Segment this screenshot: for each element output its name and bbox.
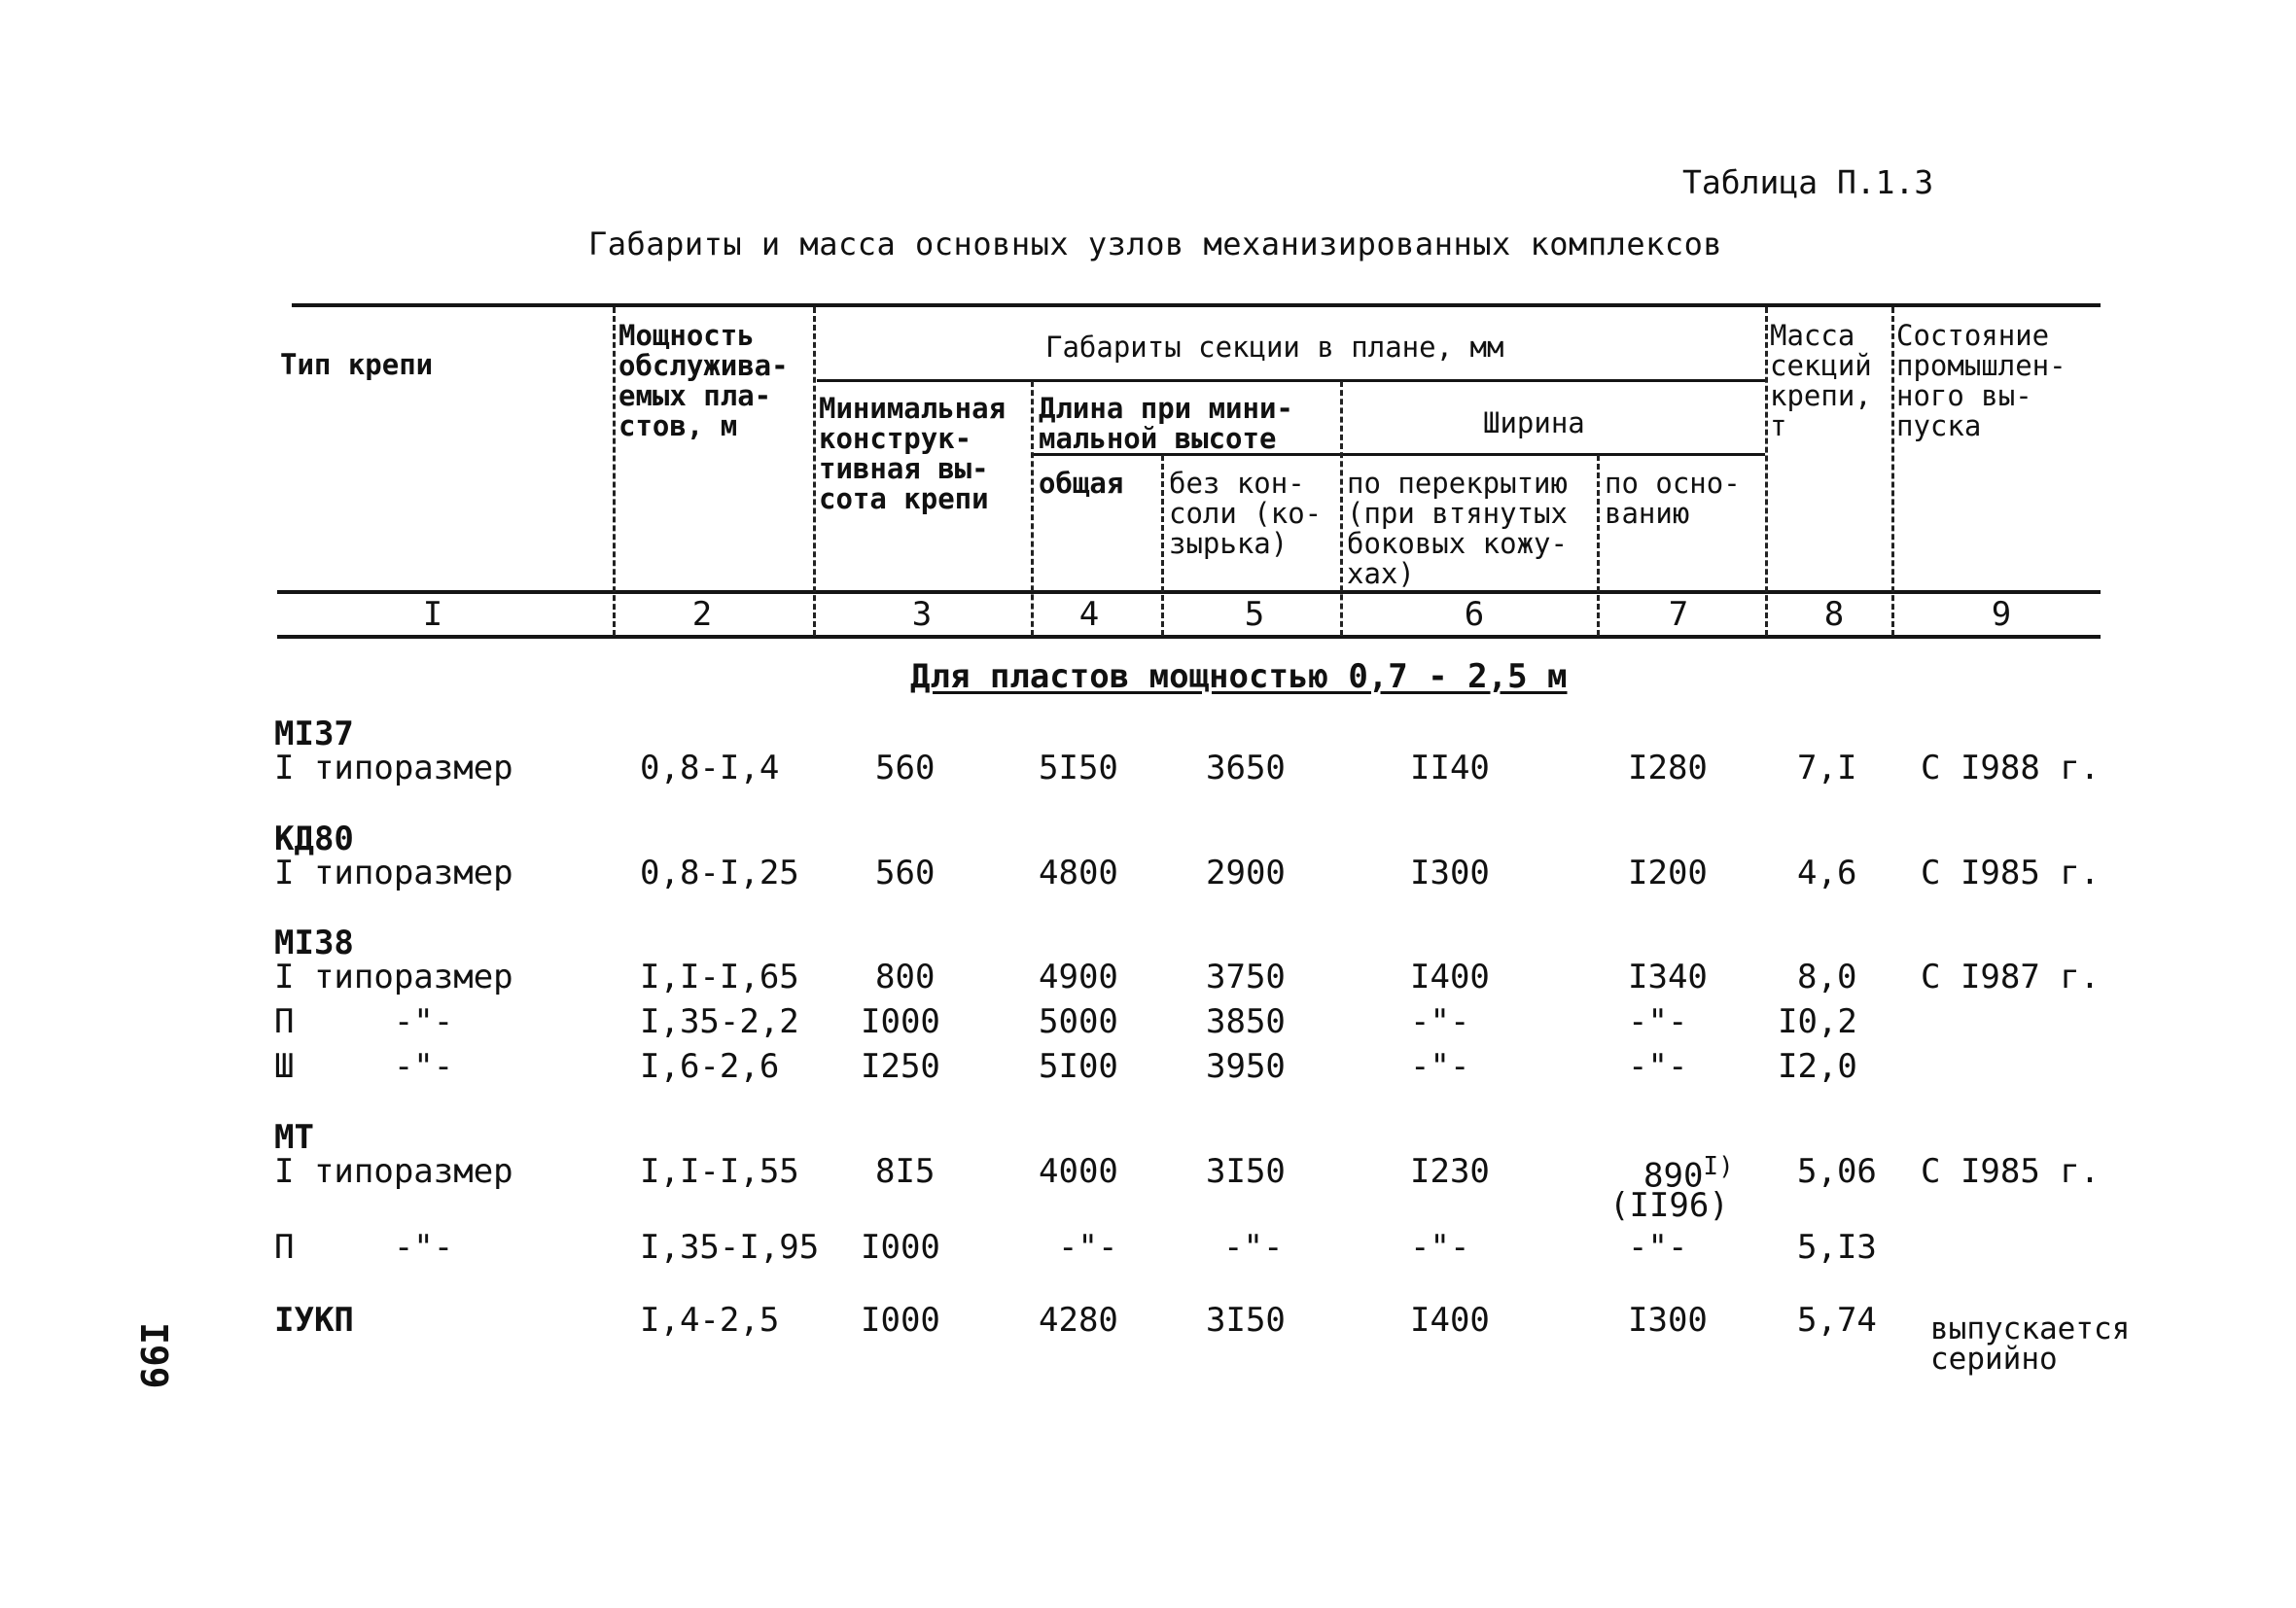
cell-type: I типоразмер — [274, 958, 513, 996]
cell-length-total: 4800 — [1039, 854, 1118, 892]
header-width-group: Ширина — [1483, 406, 1585, 439]
header-width-base: по осно- ванию — [1605, 467, 1741, 530]
cell-length-total: 4000 — [1039, 1152, 1118, 1191]
header-dims-group: Габариты секции в плане, мм — [1045, 331, 1504, 364]
cell-length-no-console: 3I50 — [1206, 1152, 1286, 1191]
cell-mass: 7,I — [1797, 749, 1857, 787]
cell-width-base-extra: (II96) — [1609, 1186, 1729, 1225]
cell-status: С I985 г. — [1921, 1152, 2101, 1191]
cell-status: С I988 г. — [1921, 749, 2101, 787]
column-number: I — [422, 595, 443, 634]
cell-min-height: 800 — [875, 958, 936, 996]
header-width-roof: по перекрытию (при втянутых боковых кожу- хах) — [1347, 467, 1568, 590]
cell-status: С I985 г. — [1921, 854, 2101, 892]
cell-width-roof: I300 — [1410, 854, 1490, 892]
table-title: Габариты и масса основных узлов механизированных комплексов — [588, 226, 1723, 262]
cell-min-height: I250 — [861, 1047, 940, 1086]
group-name: КД80 — [274, 820, 354, 858]
column-number: 4 — [1078, 595, 1100, 634]
header-mass: Масса секций крепи, т — [1770, 319, 1872, 442]
divider-7 — [1765, 307, 1768, 636]
cell-min-height: I000 — [861, 1228, 940, 1267]
cell-width-roof: -"- — [1410, 1228, 1470, 1267]
header-min-height: Минимальная конструк- тивная вы- сота крепи — [819, 392, 1007, 515]
cell-length-total: 5I00 — [1039, 1047, 1118, 1086]
cell-length-total: 5I50 — [1039, 749, 1118, 787]
footnote-marker: I) — [1703, 1152, 1734, 1181]
cell-length-total: 5000 — [1039, 1002, 1118, 1041]
cell-length-no-console: 3650 — [1206, 749, 1286, 787]
cell-thickness: I,I-I,65 — [640, 958, 799, 996]
cell-width-base: -"- — [1628, 1047, 1688, 1086]
column-number: 8 — [1823, 595, 1845, 634]
group-name: МI37 — [274, 715, 354, 753]
cell-width-roof: I400 — [1410, 958, 1490, 996]
cell-mass: I2,0 — [1778, 1047, 1857, 1086]
group-name: МI38 — [274, 924, 354, 962]
cell-length-no-console: 2900 — [1206, 854, 1286, 892]
cell-mass: 8,0 — [1797, 958, 1857, 996]
cell-length-no-console: -"- — [1223, 1228, 1284, 1267]
divider-1 — [613, 307, 616, 636]
width-base-value: 890 — [1643, 1156, 1704, 1196]
cell-thickness: 0,8-I,25 — [640, 854, 799, 892]
divider-6 — [1597, 455, 1600, 636]
divider-2 — [813, 307, 816, 636]
header-thickness: Мощность обслужива- емых пла- стов, м — [618, 319, 789, 442]
cell-mass: 5,I3 — [1797, 1228, 1877, 1267]
cell-length-total: 4900 — [1039, 958, 1118, 996]
cell-min-height: 560 — [875, 749, 936, 787]
cell-length-total: -"- — [1058, 1228, 1118, 1267]
cell-type: I типоразмер — [274, 854, 513, 892]
cell-width-roof: -"- — [1410, 1002, 1470, 1041]
header-top-rule — [292, 303, 2101, 307]
cell-length-no-console: 3750 — [1206, 958, 1286, 996]
section-title: Для пластов мощностью 0,7 - 2,5 м — [910, 657, 1568, 696]
header-type: Тип крепи — [280, 348, 434, 381]
cell-thickness: I,35-I,95 — [640, 1228, 820, 1267]
divider-4 — [1161, 455, 1164, 636]
column-number: 9 — [1991, 595, 2012, 634]
cell-length-no-console: 3950 — [1206, 1047, 1286, 1086]
cell-width-base: -"- — [1628, 1228, 1688, 1267]
cell-min-height: 560 — [875, 854, 936, 892]
page-number: I99 — [132, 1322, 175, 1389]
cell-width-base: I200 — [1628, 854, 1708, 892]
column-number: 3 — [911, 595, 933, 634]
column-number: 7 — [1668, 595, 1689, 634]
cell-mass: 5,74 — [1797, 1301, 1877, 1340]
cell-length-total: 4280 — [1039, 1301, 1118, 1340]
cell-length-no-console: 3850 — [1206, 1002, 1286, 1041]
divider-5 — [1340, 381, 1343, 636]
column-number: 5 — [1244, 595, 1265, 634]
cell-min-height: I000 — [861, 1002, 940, 1041]
cell-thickness: I,35-2,2 — [640, 1002, 799, 1041]
dims-group-rule — [817, 379, 1765, 382]
cell-type: Ш -"- — [274, 1047, 454, 1086]
cell-width-base: -"- — [1628, 1002, 1688, 1041]
column-number: 2 — [691, 595, 713, 634]
cell-status: С I987 г. — [1921, 958, 2101, 996]
cell-width-roof: I400 — [1410, 1301, 1490, 1340]
cell-type: I типоразмер — [274, 1152, 513, 1191]
cell-min-height: 8I5 — [875, 1152, 936, 1191]
divider-3 — [1031, 381, 1034, 636]
cell-width-base: I300 — [1628, 1301, 1708, 1340]
divider-8 — [1891, 307, 1894, 636]
cell-type: IУКП — [274, 1301, 354, 1340]
cell-status: выпускается серийно — [1930, 1311, 2131, 1377]
cell-thickness: I,I-I,55 — [640, 1152, 799, 1191]
cell-type: П -"- — [274, 1002, 454, 1041]
cell-mass: 5,06 — [1797, 1152, 1877, 1191]
cell-mass: 4,6 — [1797, 854, 1857, 892]
cell-type: П -"- — [274, 1228, 454, 1267]
cell-thickness: I,6-2,6 — [640, 1047, 780, 1086]
header-status: Состояние промышлен- ного вы- пуска — [1896, 319, 2066, 442]
cell-width-base: I280 — [1628, 749, 1708, 787]
cell-width-roof: I230 — [1410, 1152, 1490, 1191]
cell-type: I типоразмер — [274, 749, 513, 787]
cell-thickness: 0,8-I,4 — [640, 749, 780, 787]
group-name: МТ — [274, 1118, 314, 1157]
table-number: Таблица П.1.3 — [1682, 163, 1934, 201]
header-length-no-console: без кон- соли (ко- зырька) — [1169, 467, 1323, 560]
cell-thickness: I,4-2,5 — [640, 1301, 780, 1340]
cell-mass: I0,2 — [1778, 1002, 1857, 1041]
cell-width-roof: II40 — [1410, 749, 1490, 787]
cell-length-no-console: 3I50 — [1206, 1301, 1286, 1340]
header-length-group: Длина при мини- мальной высоте — [1039, 392, 1293, 455]
cell-min-height: I000 — [861, 1301, 940, 1340]
cell-width-base: I340 — [1628, 958, 1708, 996]
column-number: 6 — [1464, 595, 1485, 634]
column-numbers-rule — [277, 635, 2101, 639]
header-bottom-rule — [277, 590, 2101, 594]
cell-width-roof: -"- — [1410, 1047, 1470, 1086]
header-length-total: общая — [1039, 467, 1124, 500]
